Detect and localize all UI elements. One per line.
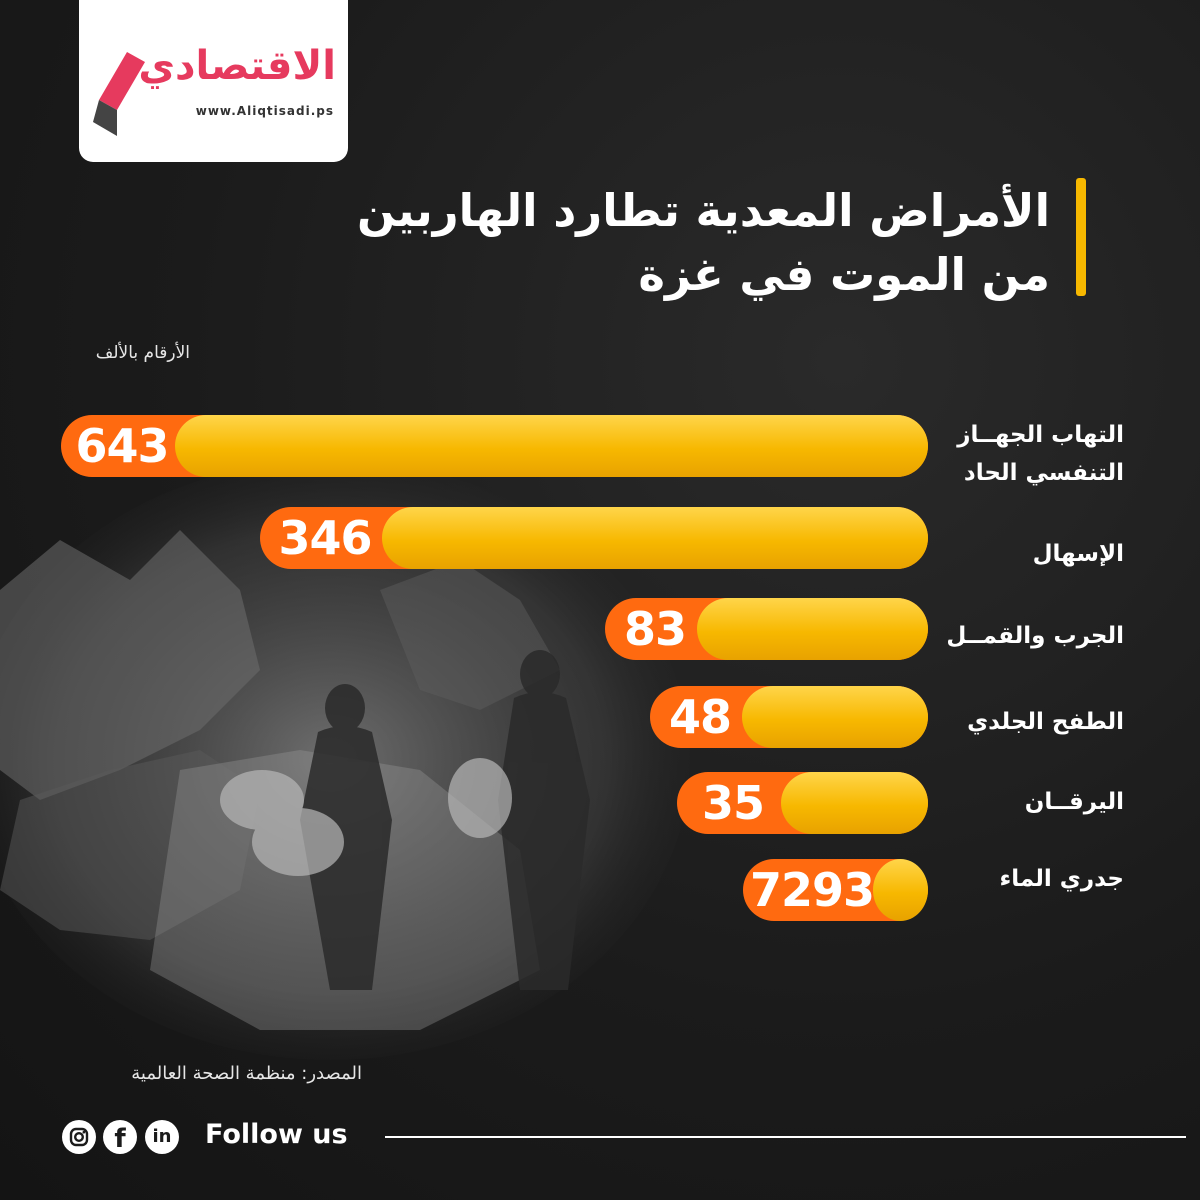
bar-value-label: 48 — [668, 690, 731, 744]
page-title-line-1: الأمراض المعدية تطارد الهاربين — [356, 184, 1050, 237]
bar-category-label: جدري الماء — [999, 866, 1124, 892]
footer-divider — [385, 1136, 1186, 1138]
bar-value-label: 7293 — [749, 863, 875, 917]
instagram-icon[interactable] — [62, 1120, 96, 1154]
brand-name: الاقتصادي — [138, 43, 336, 89]
bar-value-label: 643 — [75, 419, 169, 473]
bar-category-label: الإسهال — [1032, 541, 1124, 567]
bar-category-label: اليرقــان — [1024, 789, 1124, 815]
follow-us-label: Follow us — [205, 1119, 348, 1150]
brand-url: www.Aliqtisadi.ps — [195, 104, 334, 118]
bar-value-label: 346 — [278, 511, 372, 565]
bar-category-label: الجرب والقمــل — [946, 623, 1124, 649]
unit-note: الأرقام بالألف — [95, 343, 190, 363]
bar — [382, 507, 928, 569]
page-title-line-2: من الموت في غزة — [638, 248, 1050, 301]
bar-value-label: 35 — [701, 776, 764, 830]
bar-value-label: 83 — [623, 602, 686, 656]
source-note: المصدر: منظمة الصحة العالمية — [131, 1063, 362, 1084]
bar-category-label: الطفح الجلدي — [967, 709, 1124, 735]
facebook-icon[interactable]: f — [103, 1120, 137, 1154]
bar — [175, 415, 928, 477]
bar-category-label: التهاب الجهــاز التنفسي الحاد — [957, 422, 1124, 486]
linkedin-icon[interactable]: in — [145, 1120, 179, 1154]
